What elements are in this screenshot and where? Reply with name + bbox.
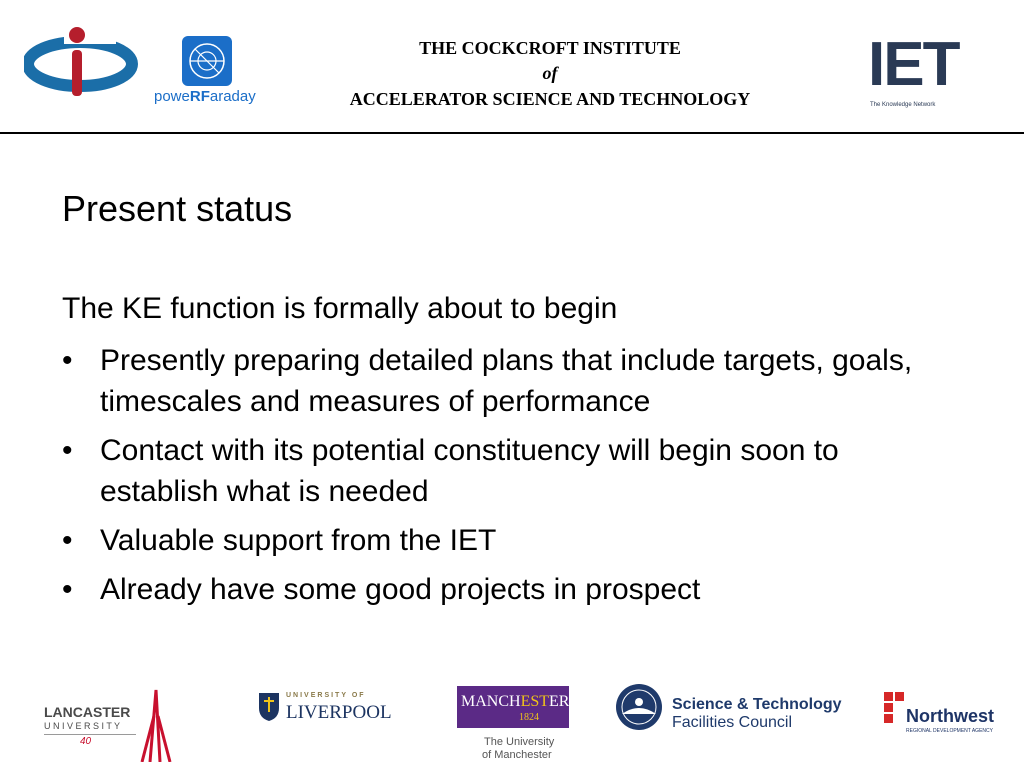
- bullet-text: Presently preparing detailed plans that include targets, goals, timescales and measures of performance: [100, 344, 913, 418]
- lancaster-logo: [40, 686, 180, 762]
- powerfaraday-emblem-icon: [182, 36, 232, 86]
- manchester-sub1: The University: [484, 736, 555, 748]
- stfc-logo: [614, 682, 842, 734]
- bullet-item: [62, 430, 962, 512]
- liverpool-logo: [258, 690, 394, 730]
- bullet-marker: •: [62, 434, 73, 467]
- stfc-emblem-icon: [614, 682, 664, 732]
- manchester-year: 1824: [519, 712, 539, 723]
- lancaster-flame-icon: [136, 686, 176, 762]
- manchester-block: [457, 686, 569, 728]
- northwest-sub: REGIONAL DEVELOPMENT AGENCY: [906, 728, 993, 734]
- liverpool-top: UNIVERSITY OF: [286, 692, 366, 699]
- cockcroft-logo: [24, 20, 138, 102]
- lancaster-name: LANCASTER: [44, 704, 131, 720]
- northwest-emblem-icon: [884, 692, 904, 724]
- liverpool-name: LIVERPOOL: [286, 702, 392, 723]
- powerfaraday-logo: [154, 36, 264, 110]
- header-title-line3: ACCELERATOR SCIENCE AND TECHNOLOGY: [349, 89, 751, 109]
- northwest-logo: [884, 692, 996, 740]
- lancaster-tag: 40: [80, 736, 92, 747]
- intro-text: The KE function is formally about to begin: [62, 292, 618, 325]
- header-title: [270, 36, 830, 112]
- bullet-list: [62, 340, 962, 618]
- powerfaraday-prefix: powe: [154, 88, 190, 105]
- slide-title: Present status: [62, 188, 293, 229]
- bullet-marker: •: [62, 344, 73, 377]
- header-divider: [0, 132, 1024, 134]
- manchester-logo: [456, 686, 572, 766]
- bullet-text: Valuable support from the IET: [100, 524, 497, 557]
- header-title-line2: of: [542, 63, 558, 83]
- bullet-marker: •: [62, 524, 73, 557]
- iet-logo: [868, 30, 972, 116]
- bullet-marker: •: [62, 573, 73, 606]
- manchester-name-c: ER: [549, 693, 570, 710]
- bullet-text: Already have some good projects in prospect: [100, 573, 701, 606]
- bullet-text: Contact with its potential constituency will begin soon to establish what is needed: [100, 434, 839, 508]
- bullet-item: [62, 520, 962, 561]
- bullet-item: [62, 569, 962, 610]
- manchester-sub2: of Manchester: [482, 749, 552, 761]
- manchester-name-b: EST: [520, 693, 550, 710]
- stfc-line1: Science & Technology: [672, 696, 842, 713]
- powerfaraday-suffix: araday: [209, 88, 256, 105]
- iet-logo-name: IET: [868, 30, 959, 99]
- cockcroft-logo-icon: [24, 20, 138, 102]
- header-title-line1: THE COCKCROFT INSTITUTE: [419, 38, 681, 58]
- liverpool-crest-icon: [258, 692, 280, 722]
- lancaster-sub: U N I V E R S I T Y: [44, 721, 121, 731]
- stfc-line2: Facilities Council: [672, 714, 793, 731]
- powerfaraday-rf: RF: [189, 88, 210, 105]
- iet-logo-tagline: The Knowledge Network: [870, 102, 936, 108]
- bullet-item: [62, 340, 962, 422]
- lancaster-divider: [44, 734, 136, 735]
- manchester-name-a: MANCH: [461, 693, 521, 710]
- northwest-name: Northwest: [906, 706, 995, 726]
